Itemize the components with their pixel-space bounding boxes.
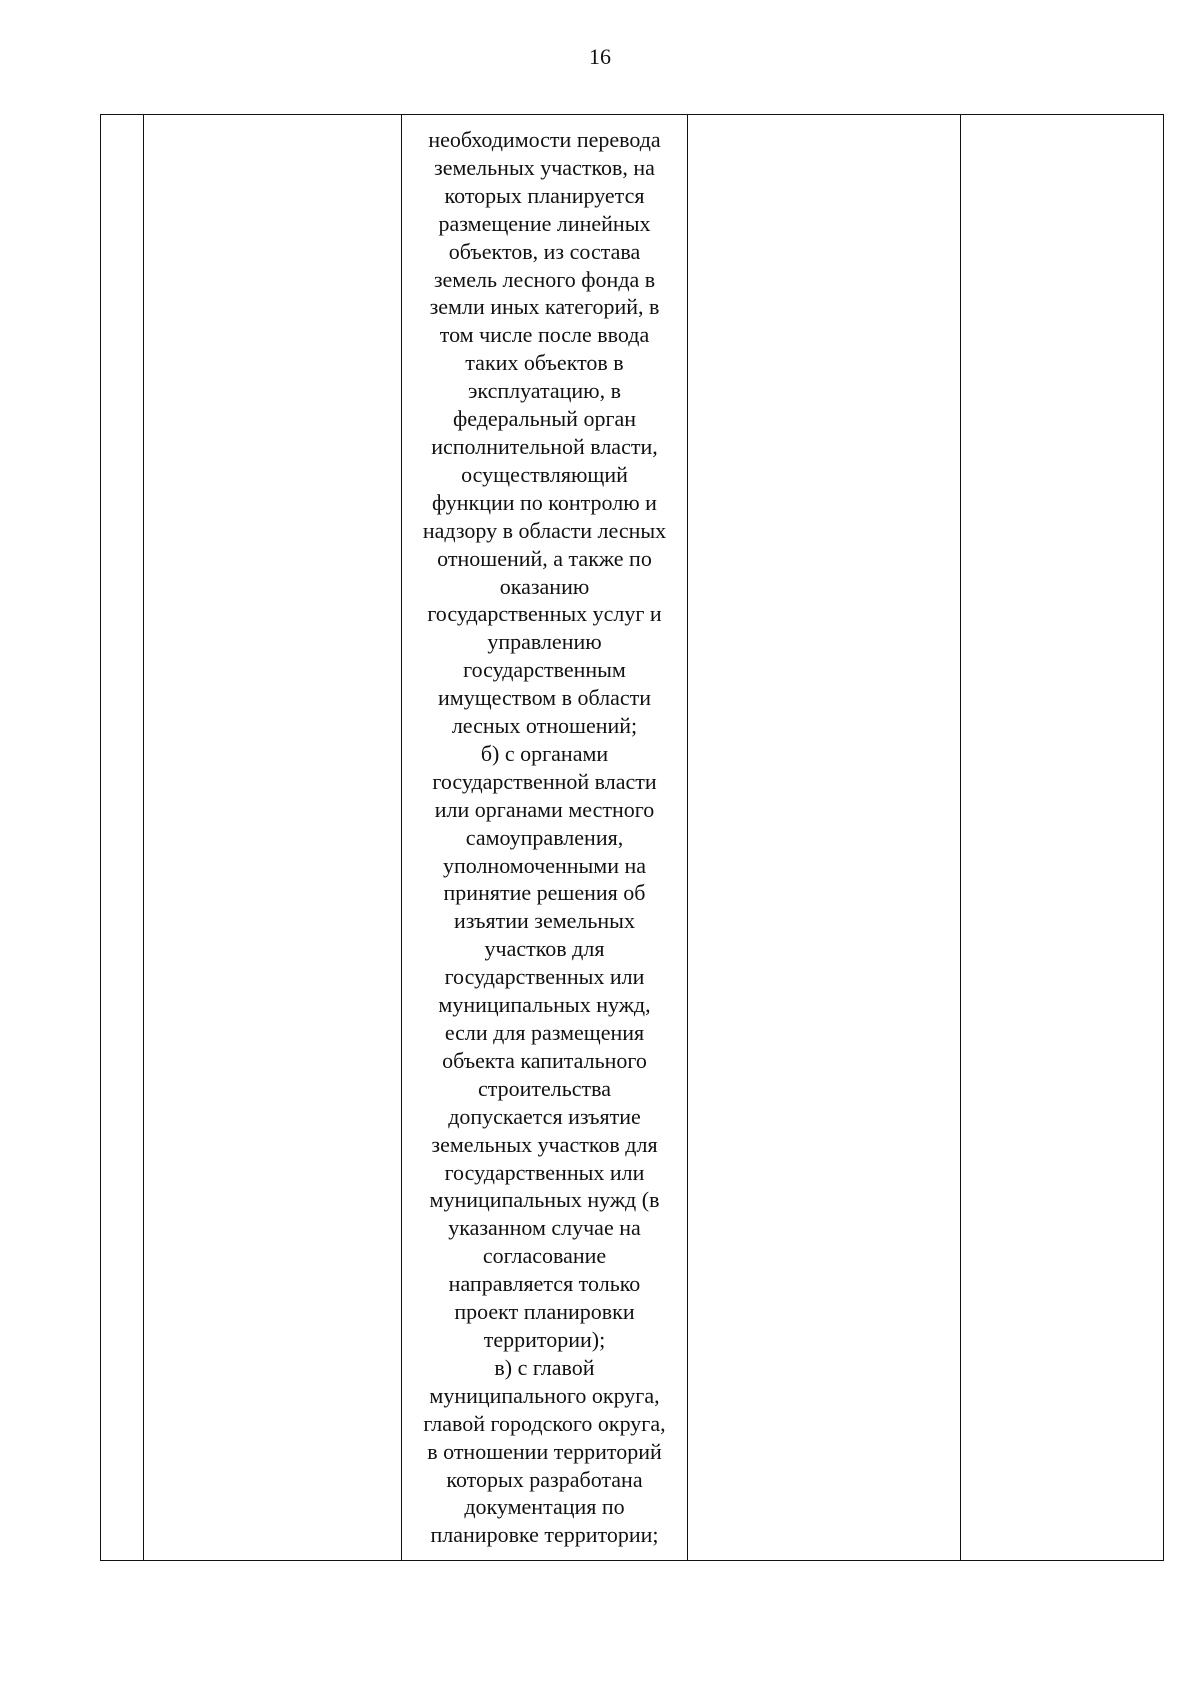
text-line: планировке территории; [430,1522,659,1548]
text-line: самоуправления, [465,824,624,850]
text-line: указанном случае на [448,1215,641,1241]
text-line: земельных участков, на [434,154,655,180]
text-line: б) с органами [480,740,609,766]
text-line: государственных услуг и [427,601,662,627]
text-line: или органами местного [434,796,655,822]
table-cell-5 [961,115,1164,1561]
text-line: государственных или [444,1159,645,1185]
text-line: земель лесного фонда в [433,266,656,292]
document-table [100,114,1164,1561]
text-line: уполномоченными на [442,852,647,878]
text-line: эксплуатацию, в [467,378,622,404]
text-line: осуществляющий [461,461,628,487]
text-line: земли иных категорий, в [429,294,660,320]
text-line: муниципальных нужд (в [429,1187,660,1213]
text-line: государственной власти [432,768,657,794]
text-line: размещение линейных [438,210,651,236]
text-line: проект планировки [454,1299,635,1325]
text-line: документация по [464,1494,625,1520]
table-cell-name [144,115,402,1561]
text-line: оказанию [499,573,590,599]
text-line: участков для [484,936,605,962]
text-line: территории); [483,1326,606,1352]
table-cell-number [101,115,144,1561]
text-line: изъятии земельных [454,908,635,934]
text-line: объекта капитального [442,1047,647,1073]
text-line: лесных отношений; [451,713,638,739]
text-line: необходимости перевода [428,127,661,152]
text-line: строительства [477,1075,612,1101]
page-number: 16 [589,44,611,69]
text-line: имуществом в области [438,685,651,711]
table-row [101,115,1164,1561]
text-line: которых планируется [444,182,645,208]
text-line: государственных или [444,964,645,990]
text-line: согласование [482,1243,607,1269]
text-line: отношений, а также по [437,545,652,571]
text-line: надзору в области лесных [422,517,667,543]
text-line: муниципальных нужд, [438,992,651,1018]
text-line: объектов, из состава [448,238,641,264]
text-line: управлению [487,629,602,655]
text-line: в) с главой [494,1354,595,1380]
text-line: исполнительной власти, [431,433,658,459]
text-line: таких объектов в [465,350,624,376]
text-line: земельных участков для [431,1131,658,1157]
cell-text-block [402,115,687,1549]
text-line: допускается изъятие [448,1103,641,1129]
text-line: если для размещения [444,1020,645,1045]
text-line: направляется только [448,1271,641,1297]
text-line: главой городского округа, [423,1410,666,1436]
text-line: в отношении территорий [427,1438,662,1464]
text-line: которых разработана [446,1466,643,1492]
table-cell-4 [688,115,961,1561]
text-line: том числе после ввода [439,322,650,348]
text-line: принятие решения об [443,880,646,906]
text-line: муниципального округа, [429,1382,660,1408]
table-cell-description [402,115,688,1561]
text-line: государственным [463,657,626,683]
text-line: функции по контролю и [432,489,657,515]
text-line: федеральный орган [452,406,637,432]
